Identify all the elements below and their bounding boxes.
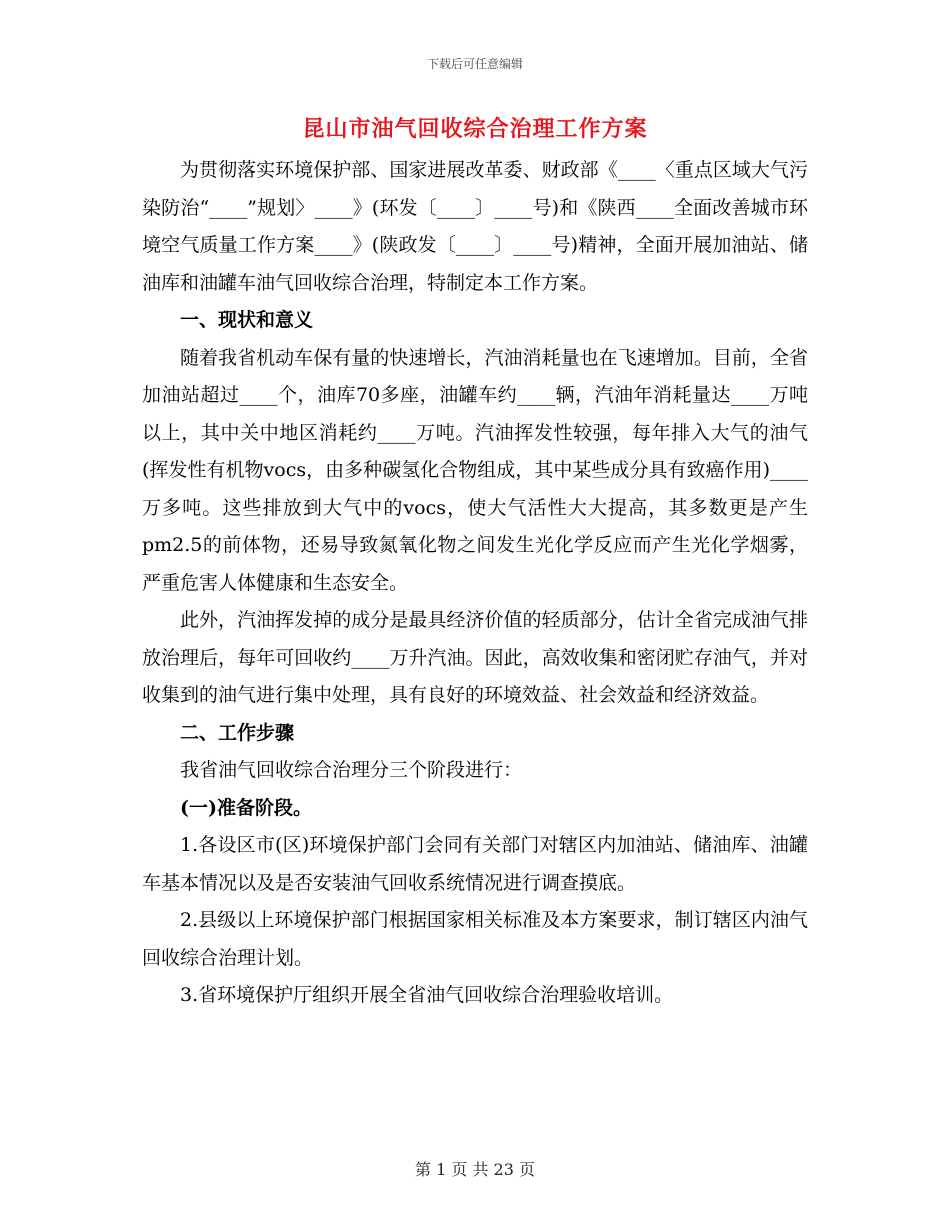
- paragraph-steps-intro: 我省油气回收综合治理分三个阶段进行：: [180, 759, 523, 781]
- page-header-note: 下载后可任意编辑: [426, 57, 523, 71]
- paragraph-intro: 为贯彻落实环境保护部、国家进展改革委、财政部《____〈重点区域大气污染防治“____”规划〉____》(环发〔____〕____号)和《陕西____全面改善城市环境空气质量工作方案____》(陕政发〔____〕____号)精神，全面开展加油站、储油库和油罐车油气回收综合治理，特制定本工作方案。: [142, 159, 808, 294]
- paragraph-item-1: 1.各设区市(区)环境保护部门会同有关部门对辖区内加油站、储油库、油罐车基本情况以及是否安装油气回收系统情况进行调查摸底。: [142, 834, 808, 894]
- paragraph-status: 随着我省机动车保有量的快速增长，汽油消耗量也在飞速增加。目前，全省加油站超过____个，油库70多座，油罐车约____辆，汽油年消耗量达____万吨以上，其中关中地区消耗约____万吨。汽油挥发性较强，每年排入大气的油气(挥发性有机物vocs，由多种碳氢化合物组成，其中某些成分具有致癌作用)____万多吨。这些排放到大气中的vocs，使大气活性大大提高，其多数更是产生pm2.5的前体物，还易导致氮氧化物之间发生光化学反应而产生光化学烟雾，严重危害人体健康和生态安全。: [142, 346, 808, 594]
- paragraph-item-2: 2.县级以上环境保护部门根据国家相关标准及本方案要求，制订辖区内油气回收综合治理计划。: [142, 909, 808, 969]
- section-heading-status: 一、现状和意义: [180, 309, 314, 331]
- document-body: [142, 152, 808, 1015]
- section-heading-steps: 二、工作步骤: [180, 721, 295, 744]
- subsection-heading-preparation: (一)准备阶段。: [180, 796, 312, 819]
- paragraph-benefit: 此外，汽油挥发掉的成分是最具经济价值的轻质部分，估计全省完成油气排放治理后，每年可回收约____万升汽油。因此，高效收集和密闭贮存油气，并对收集到的油气进行集中处理，具有良好的环境效益、社会效益和经济效益。: [142, 609, 808, 706]
- page-number-footer: 第 1 页 共 23 页: [415, 1160, 535, 1179]
- document-title: 昆山市油气回收综合治理工作方案: [302, 116, 648, 142]
- paragraph-item-3: 3.省环境保护厅组织开展全省油气回收综合治理验收培训。: [180, 984, 674, 1006]
